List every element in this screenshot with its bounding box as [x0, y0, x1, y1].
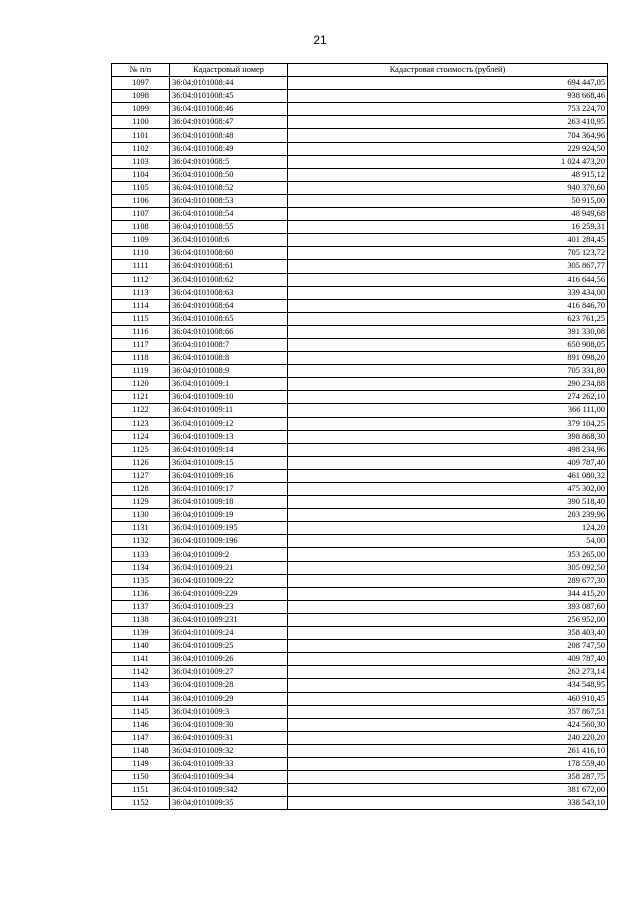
table-row: [112, 469, 608, 482]
table-row: [112, 338, 608, 351]
cadastral-number-cell: 36:04:0101009:28: [170, 679, 288, 692]
table-row: [112, 483, 608, 496]
row-number-cell: 1125: [112, 443, 170, 456]
cadastral-number-cell: 36:04:0101009:18: [170, 496, 288, 509]
cadastral-value-cell: 262 273,14: [288, 666, 608, 679]
row-number-cell: 1138: [112, 613, 170, 626]
cadastral-value-cell: 416 644,56: [288, 273, 608, 286]
table-row: [112, 522, 608, 535]
row-number-cell: 1126: [112, 456, 170, 469]
cadastral-number-cell: 36:04:0101009:231: [170, 613, 288, 626]
row-number-cell: 1119: [112, 365, 170, 378]
cadastral-value-cell: 379 104,25: [288, 417, 608, 430]
table-row: [112, 784, 608, 797]
row-number-cell: 1111: [112, 260, 170, 273]
cadastral-value-cell: 694 447,05: [288, 77, 608, 90]
cadastral-number-cell: 36:04:0101008:53: [170, 194, 288, 207]
table-row: [112, 142, 608, 155]
row-number-cell: 1101: [112, 129, 170, 142]
table-row: [112, 103, 608, 116]
table-row: [112, 456, 608, 469]
cadastral-value-cell: 305 092,50: [288, 561, 608, 574]
cadastral-value-cell: 705 331,80: [288, 365, 608, 378]
cadastral-value-cell: 434 548,95: [288, 679, 608, 692]
cadastral-value-cell: 274 262,10: [288, 391, 608, 404]
row-number-cell: 1110: [112, 247, 170, 260]
cadastral-number-cell: 36:04:0101008:50: [170, 168, 288, 181]
cadastral-value-cell: 650 908,05: [288, 338, 608, 351]
table-row: [112, 221, 608, 234]
row-number-cell: 1102: [112, 142, 170, 155]
cadastral-value-cell: 366 111,00: [288, 404, 608, 417]
cadastral-number-cell: 36:04:0101009:27: [170, 666, 288, 679]
cadastral-value-cell: 401 284,45: [288, 234, 608, 247]
cadastral-number-cell: 36:04:0101009:21: [170, 561, 288, 574]
row-number-cell: 1137: [112, 600, 170, 613]
cadastral-value-cell: 48 915,12: [288, 168, 608, 181]
page-number: 21: [313, 33, 327, 47]
row-number-cell: 1132: [112, 535, 170, 548]
cadastral-value-cell: 357 867,51: [288, 705, 608, 718]
cadastral-value-cell: 1 024 473,20: [288, 155, 608, 168]
row-number-cell: 1128: [112, 483, 170, 496]
row-number-cell: 1103: [112, 155, 170, 168]
cadastral-number-cell: 36:04:0101009:30: [170, 718, 288, 731]
row-number-cell: 1133: [112, 548, 170, 561]
row-number-cell: 1106: [112, 194, 170, 207]
cadastral-value-cell: 338 543,10: [288, 797, 608, 810]
cadastral-number-cell: 36:04:0101009:22: [170, 574, 288, 587]
cadastral-number-cell: 36:04:0101008:61: [170, 260, 288, 273]
row-number-cell: 1152: [112, 797, 170, 810]
table-row: [112, 391, 608, 404]
row-number-cell: 1118: [112, 352, 170, 365]
header-row-number: № п/п: [112, 64, 170, 77]
cadastral-value-cell: 475 302,00: [288, 483, 608, 496]
table-row: [112, 155, 608, 168]
cadastral-number-cell: 36:04:0101008:49: [170, 142, 288, 155]
table-row: [112, 771, 608, 784]
table-row: [112, 692, 608, 705]
cadastral-number-cell: 36:04:0101008:64: [170, 299, 288, 312]
header-cadastral-number: Кадастровый номер: [170, 64, 288, 77]
cadastral-number-cell: 36:04:0101009:35: [170, 797, 288, 810]
row-number-cell: 1129: [112, 496, 170, 509]
cadastral-value-cell: 54,00: [288, 535, 608, 548]
cadastral-number-cell: 36:04:0101009:196: [170, 535, 288, 548]
cadastral-number-cell: 36:04:0101009:26: [170, 653, 288, 666]
cadastral-value-cell: 390 518,40: [288, 496, 608, 509]
row-number-cell: 1130: [112, 509, 170, 522]
cadastral-value-cell: 208 747,50: [288, 640, 608, 653]
cadastral-number-cell: 36:04:0101008:47: [170, 116, 288, 129]
cadastral-value-cell: 416 846,70: [288, 299, 608, 312]
table-row: [112, 116, 608, 129]
row-number-cell: 1141: [112, 653, 170, 666]
row-number-cell: 1112: [112, 273, 170, 286]
cadastral-number-cell: 36:04:0101008:66: [170, 325, 288, 338]
cadastral-value-cell: 263 410,95: [288, 116, 608, 129]
cadastral-value-cell: 391 330,08: [288, 325, 608, 338]
row-number-cell: 1098: [112, 90, 170, 103]
table-row: [112, 627, 608, 640]
table-row: [112, 404, 608, 417]
cadastral-number-cell: 36:04:0101009:229: [170, 587, 288, 600]
cadastral-number-cell: 36:04:0101008:45: [170, 90, 288, 103]
row-number-cell: 1135: [112, 574, 170, 587]
cadastral-value-cell: 16 259,31: [288, 221, 608, 234]
row-number-cell: 1116: [112, 325, 170, 338]
cadastral-value-cell: 290 234,88: [288, 378, 608, 391]
cadastral-value-cell: 124,20: [288, 522, 608, 535]
cadastral-value-cell: 705 123,72: [288, 247, 608, 260]
table-row: [112, 273, 608, 286]
cadastral-value-cell: 344 415,20: [288, 587, 608, 600]
cadastral-number-cell: 36:04:0101008:9: [170, 365, 288, 378]
cadastral-value-cell: 178 559,40: [288, 757, 608, 770]
cadastral-number-cell: 36:04:0101008:63: [170, 286, 288, 299]
table-row: [112, 430, 608, 443]
cadastral-number-cell: 36:04:0101009:3: [170, 705, 288, 718]
row-number-cell: 1146: [112, 718, 170, 731]
cadastral-value-cell: 498 234,96: [288, 443, 608, 456]
table-row: [112, 443, 608, 456]
row-number-cell: 1097: [112, 77, 170, 90]
cadastral-number-cell: 36:04:0101009:12: [170, 417, 288, 430]
cadastral-value-cell: 353 265,00: [288, 548, 608, 561]
row-number-cell: 1099: [112, 103, 170, 116]
cadastral-number-cell: 36:04:0101008:6: [170, 234, 288, 247]
table-row: [112, 417, 608, 430]
row-number-cell: 1151: [112, 784, 170, 797]
cadastral-number-cell: 36:04:0101008:5: [170, 155, 288, 168]
header-cadastral-value: Кадастровая стоимость (рублей): [288, 64, 608, 77]
table-row: [112, 731, 608, 744]
table-row: [112, 666, 608, 679]
cadastral-number-cell: 36:04:0101009:33: [170, 757, 288, 770]
table-row: [112, 208, 608, 221]
table-row: [112, 286, 608, 299]
cadastral-number-cell: 36:04:0101009:342: [170, 784, 288, 797]
cadastral-number-cell: 36:04:0101009:16: [170, 469, 288, 482]
table-row: [112, 299, 608, 312]
cadastral-number-cell: 36:04:0101009:31: [170, 731, 288, 744]
row-number-cell: 1142: [112, 666, 170, 679]
table-row: [112, 325, 608, 338]
row-number-cell: 1109: [112, 234, 170, 247]
row-number-cell: 1115: [112, 312, 170, 325]
cadastral-number-cell: 36:04:0101008:7: [170, 338, 288, 351]
table-row: [112, 744, 608, 757]
table-row: [112, 653, 608, 666]
cadastral-number-cell: 36:04:0101009:29: [170, 692, 288, 705]
cadastral-number-cell: 36:04:0101009:23: [170, 600, 288, 613]
table-row: [112, 365, 608, 378]
cadastral-number-cell: 36:04:0101009:14: [170, 443, 288, 456]
cadastral-number-cell: 36:04:0101008:65: [170, 312, 288, 325]
cadastral-number-cell: 36:04:0101009:32: [170, 744, 288, 757]
table-header-row: [112, 64, 608, 77]
cadastral-value-cell: 623 761,25: [288, 312, 608, 325]
row-number-cell: 1143: [112, 679, 170, 692]
row-number-cell: 1104: [112, 168, 170, 181]
row-number-cell: 1134: [112, 561, 170, 574]
cadastral-value-cell: 358 287,75: [288, 771, 608, 784]
cadastral-number-cell: 36:04:0101009:34: [170, 771, 288, 784]
cadastral-number-cell: 36:04:0101009:1: [170, 378, 288, 391]
table-row: [112, 181, 608, 194]
cadastral-value-cell: 891 098,20: [288, 352, 608, 365]
table-row: [112, 797, 608, 810]
row-number-cell: 1140: [112, 640, 170, 653]
cadastral-number-cell: 36:04:0101009:195: [170, 522, 288, 535]
cadastral-value-cell: 461 080,32: [288, 469, 608, 482]
row-number-cell: 1100: [112, 116, 170, 129]
cadastral-number-cell: 36:04:0101009:15: [170, 456, 288, 469]
cadastral-number-cell: 36:04:0101009:19: [170, 509, 288, 522]
table-row: [112, 535, 608, 548]
table-row: [112, 705, 608, 718]
row-number-cell: 1123: [112, 417, 170, 430]
table-row: [112, 234, 608, 247]
cadastral-value-cell: 305 867,77: [288, 260, 608, 273]
table-row: [112, 90, 608, 103]
cadastral-value-cell: 409 787,40: [288, 653, 608, 666]
cadastral-value-cell: 261 416,10: [288, 744, 608, 757]
row-number-cell: 1139: [112, 627, 170, 640]
cadastral-value-cell: 50 915,00: [288, 194, 608, 207]
cadastral-value-cell: 289 677,30: [288, 574, 608, 587]
cadastral-value-cell: 229 924,50: [288, 142, 608, 155]
cadastral-number-cell: 36:04:0101008:8: [170, 352, 288, 365]
cadastral-number-cell: 36:04:0101008:48: [170, 129, 288, 142]
row-number-cell: 1144: [112, 692, 170, 705]
table-row: [112, 168, 608, 181]
row-number-cell: 1105: [112, 181, 170, 194]
row-number-cell: 1121: [112, 391, 170, 404]
row-number-cell: 1147: [112, 731, 170, 744]
cadastral-value-cell: 203 239,96: [288, 509, 608, 522]
cadastral-value-cell: 381 672,00: [288, 784, 608, 797]
row-number-cell: 1114: [112, 299, 170, 312]
row-number-cell: 1131: [112, 522, 170, 535]
row-number-cell: 1122: [112, 404, 170, 417]
table-row: [112, 587, 608, 600]
row-number-cell: 1117: [112, 338, 170, 351]
cadastral-value-cell: 409 787,40: [288, 456, 608, 469]
table-row: [112, 312, 608, 325]
cadastral-value-cell: 358 403,40: [288, 627, 608, 640]
row-number-cell: 1150: [112, 771, 170, 784]
cadastral-value-cell: 339 434,00: [288, 286, 608, 299]
table-row: [112, 509, 608, 522]
cadastral-number-cell: 36:04:0101009:11: [170, 404, 288, 417]
cadastral-value-cell: 940 370,60: [288, 181, 608, 194]
cadastral-number-cell: 36:04:0101008:55: [170, 221, 288, 234]
table-row: [112, 77, 608, 90]
table-row: [112, 378, 608, 391]
table-row: [112, 194, 608, 207]
table-row: [112, 757, 608, 770]
table-row: [112, 352, 608, 365]
cadastral-number-cell: 36:04:0101009:24: [170, 627, 288, 640]
table-row: [112, 548, 608, 561]
cadastral-value-cell: 460 910,45: [288, 692, 608, 705]
table-row: [112, 718, 608, 731]
row-number-cell: 1145: [112, 705, 170, 718]
cadastral-value-cell: 240 220,20: [288, 731, 608, 744]
table-row: [112, 129, 608, 142]
cadastral-number-cell: 36:04:0101008:52: [170, 181, 288, 194]
cadastral-number-cell: 36:04:0101008:62: [170, 273, 288, 286]
table-row: [112, 600, 608, 613]
row-number-cell: 1107: [112, 208, 170, 221]
row-number-cell: 1108: [112, 221, 170, 234]
row-number-cell: 1136: [112, 587, 170, 600]
cadastral-number-cell: 36:04:0101009:10: [170, 391, 288, 404]
row-number-cell: 1127: [112, 469, 170, 482]
row-number-cell: 1148: [112, 744, 170, 757]
cadastral-value-cell: 256 952,00: [288, 613, 608, 626]
row-number-cell: 1113: [112, 286, 170, 299]
table-row: [112, 496, 608, 509]
row-number-cell: 1124: [112, 430, 170, 443]
cadastral-value-cell: 938 668,46: [288, 90, 608, 103]
table-row: [112, 640, 608, 653]
row-number-cell: 1149: [112, 757, 170, 770]
cadastral-value-cell: 393 087,60: [288, 600, 608, 613]
table-row: [112, 679, 608, 692]
cadastral-number-cell: 36:04:0101009:13: [170, 430, 288, 443]
cadastral-number-cell: 36:04:0101008:44: [170, 77, 288, 90]
cadastral-number-cell: 36:04:0101009:17: [170, 483, 288, 496]
cadastral-number-cell: 36:04:0101009:2: [170, 548, 288, 561]
cadastral-number-cell: 36:04:0101008:54: [170, 208, 288, 221]
table-row: [112, 613, 608, 626]
cadastral-value-cell: 753 224,70: [288, 103, 608, 116]
cadastral-number-cell: 36:04:0101008:46: [170, 103, 288, 116]
cadastral-value-cell: 48 949,68: [288, 208, 608, 221]
row-number-cell: 1120: [112, 378, 170, 391]
cadastral-number-cell: 36:04:0101008:60: [170, 247, 288, 260]
table-row: [112, 561, 608, 574]
table-row: [112, 247, 608, 260]
cadastral-value-cell: 398 868,30: [288, 430, 608, 443]
cadastral-value-cell: 704 364,96: [288, 129, 608, 142]
table-row: [112, 260, 608, 273]
table-body: [112, 77, 608, 810]
table-row: [112, 574, 608, 587]
cadastral-value-cell: 424 560,30: [288, 718, 608, 731]
cadastral-number-cell: 36:04:0101009:25: [170, 640, 288, 653]
cadastral-value-table: [111, 63, 608, 810]
